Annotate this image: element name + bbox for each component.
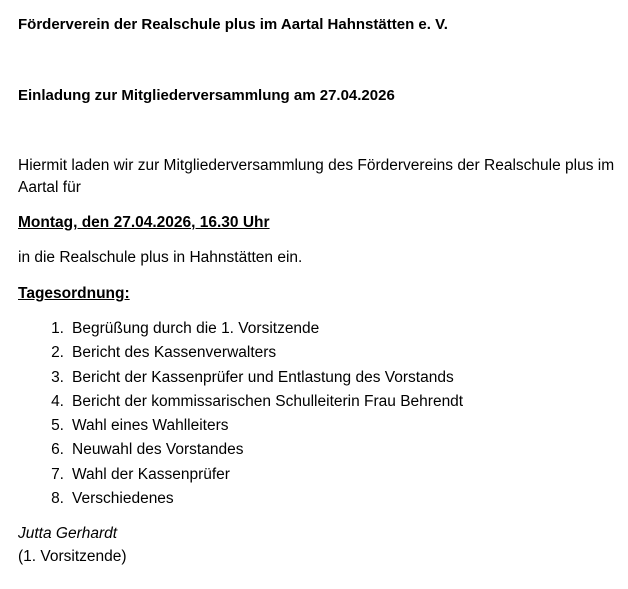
agenda-item (18, 391, 463, 415)
signature-name: Jutta Gerhardt (18, 525, 118, 542)
meeting-location: in die Realschule plus in Hahnstätten ein. (18, 249, 303, 266)
agenda-item-number: 3. (51, 368, 64, 386)
agenda-item-number: 8. (51, 490, 64, 508)
agenda-item-number: 7. (51, 465, 64, 483)
agenda-item-number: 6. (51, 441, 64, 459)
agenda-item-text: Wahl der Kassenprüfer (72, 465, 230, 483)
agenda-item-text: Neuwahl des Vorstandes (72, 441, 244, 459)
intro-paragraph: Hiermit laden wir zur Mitgliederversammlung des Fördervereins der Realschule plus im Aartal für (18, 157, 615, 196)
agenda-item-text: Wahl eines Wahlleiters (72, 417, 229, 435)
agenda-list (18, 318, 463, 512)
agenda-item-number: 5. (51, 417, 64, 435)
agenda-item-text: Begrüßung durch die 1. Vorsitzende (72, 320, 320, 337)
signature-role: (1. Vorsitzende) (18, 548, 127, 565)
agenda-item-text: Verschiedenes (72, 490, 174, 508)
agenda-item-number: 4. (51, 392, 64, 410)
agenda-item-number: 1. (51, 320, 64, 337)
agenda-heading: Tagesordnung: (18, 285, 130, 302)
agenda-item (18, 367, 463, 391)
agenda-item-text: Bericht der kommissarischen Schulleiterin Frau Behrendt (72, 392, 464, 410)
agenda-item-text: Bericht des Kassenverwalters (72, 344, 277, 362)
agenda-item (18, 464, 463, 488)
agenda-item (18, 342, 463, 366)
invitation-title: Einladung zur Mitgliederversammlung am 27.04.2026 (18, 87, 395, 104)
agenda-item-text: Bericht der Kassenprüfer und Entlastung des Vorstands (72, 368, 454, 386)
agenda-item (18, 488, 463, 512)
organization-title: Förderverein der Realschule plus im Aartal Hahnstätten e. V. (18, 16, 448, 33)
agenda-item (18, 318, 463, 342)
meeting-date: Montag, den 27.04.2026, 16.30 Uhr (18, 214, 270, 231)
agenda-item (18, 415, 463, 439)
agenda-item-number: 2. (51, 344, 64, 362)
agenda-item (18, 439, 463, 463)
